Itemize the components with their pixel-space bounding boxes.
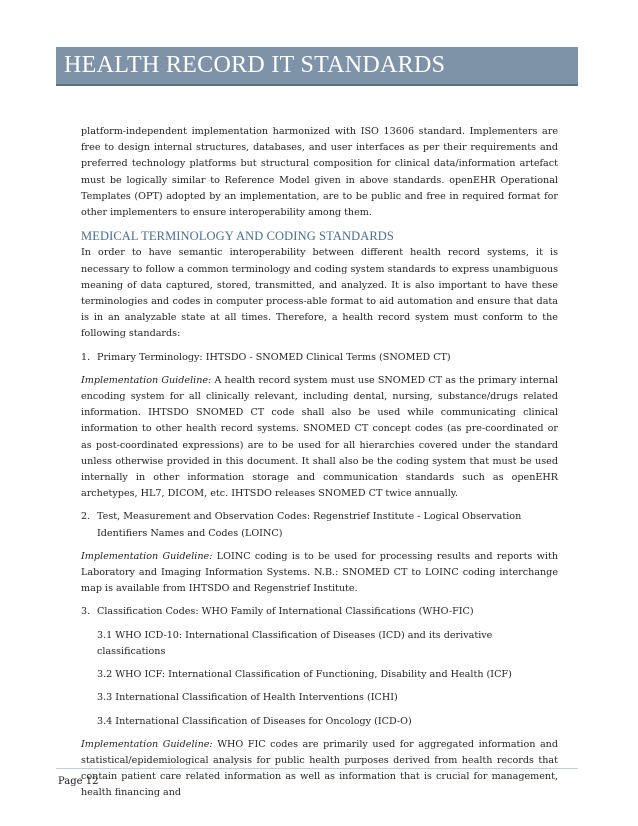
intro-paragraph: platform-independent implementation harmonized with ISO 13606 standard. Implementers are free to design internal structures, databases, and user interfaces as per their requirements and preferred technology platforms but structural composition for clinical data/information artefact must be logically similar to Reference Model given in above standards. openEHR Operational Templates (OPT) adopted by an implementation, are to be public and free in required format for other implementers to ensure interoperability among them. [81, 126, 558, 219]
document-body [81, 124, 558, 809]
list-number: 3. [81, 606, 91, 618]
footer-divider [56, 768, 578, 769]
guideline-text: A health record system must use SNOMED CT as the primary internal encoding system for all clinically relevant, including dental, nursing, substance/drugs related information. IHTSDO SNOMED CT code shall also be used while communicating clinical information to other health record systems. SNOMED CT concept codes (as pre-coordinated or as post-coordinated expressions) are to be used for all hierarchies covered under the standard unless otherwise provided in this document. It shall also be the coding system that must be used internally in other information storage and communication standards such as openEHR archetypes, HL7, DICOM, etc. IHTSDO releases SNOMED CT twice annually. [81, 374, 559, 500]
guideline-label: Implementation Guideline: [81, 374, 212, 386]
list-item [81, 350, 558, 366]
sub-list-item: 3.4 International Classification of Diseases for Oncology (ICD-O) [97, 715, 412, 727]
header-band [56, 47, 578, 86]
guideline-label: Implementation Guideline: [81, 550, 213, 562]
list-number: 1. [81, 351, 91, 363]
guideline-text: WHO FIC codes are primarily used for aggregated information and statistical/epidemiological analysis for public health purposes derived from health records that contain patient care related information as well as information that is crucial for management, health financing and [81, 738, 558, 799]
list-number: 2. [81, 511, 91, 523]
list-item [81, 604, 558, 620]
page-number: Page 12 [58, 776, 99, 787]
section-intro-paragraph: In order to have semantic interoperability between different health record systems, it is necessary to follow a common terminology and coding system standards to express unambiguous meaning of data captured, stored, transmitted, and analyzed. It is also important to have these terminologies and codes in computer process-able format to aid automation and ensure that data is in an analyzable state at all times. Therefore, a health record system must conform to the following standards: [81, 247, 558, 340]
list-item-text: Test, Measurement and Observation Codes: Regenstrief Institute - Logical Observation Identifiers Names and Codes (LOINC) [97, 511, 522, 539]
sub-list-item: 3.2 WHO ICF: International Classification of Functioning, Disability and Health (ICF) [97, 669, 512, 681]
sub-list-item: 3.1 WHO ICD-10: International Classification of Diseases (ICD) and its derivative classifications [97, 629, 493, 657]
section-heading: MEDICAL TERMINOLOGY AND CODING STANDARDS [81, 229, 394, 244]
page-title: HEALTH RECORD IT STANDARDS [64, 52, 446, 78]
sub-list-item: 3.3 International Classification of Health Interventions (ICHI) [97, 692, 398, 704]
list-item-text: Classification Codes: WHO Family of International Classifications (WHO-FIC) [97, 606, 474, 618]
guideline-text: LOINC coding is to be used for processing results and reports with Laboratory and Imaging Information Systems. N.B.: SNOMED CT to LOINC coding interchange map is available from IHTSDO and Regenstrief Institute. [81, 550, 558, 595]
guideline-paragraph [81, 549, 558, 598]
list-item-text: Primary Terminology: IHTSDO - SNOMED Clinical Terms (SNOMED CT) [97, 351, 451, 363]
guideline-label: Implementation Guideline: [81, 738, 213, 750]
guideline-paragraph [81, 737, 558, 802]
guideline-paragraph [81, 373, 558, 503]
list-item [81, 509, 558, 541]
